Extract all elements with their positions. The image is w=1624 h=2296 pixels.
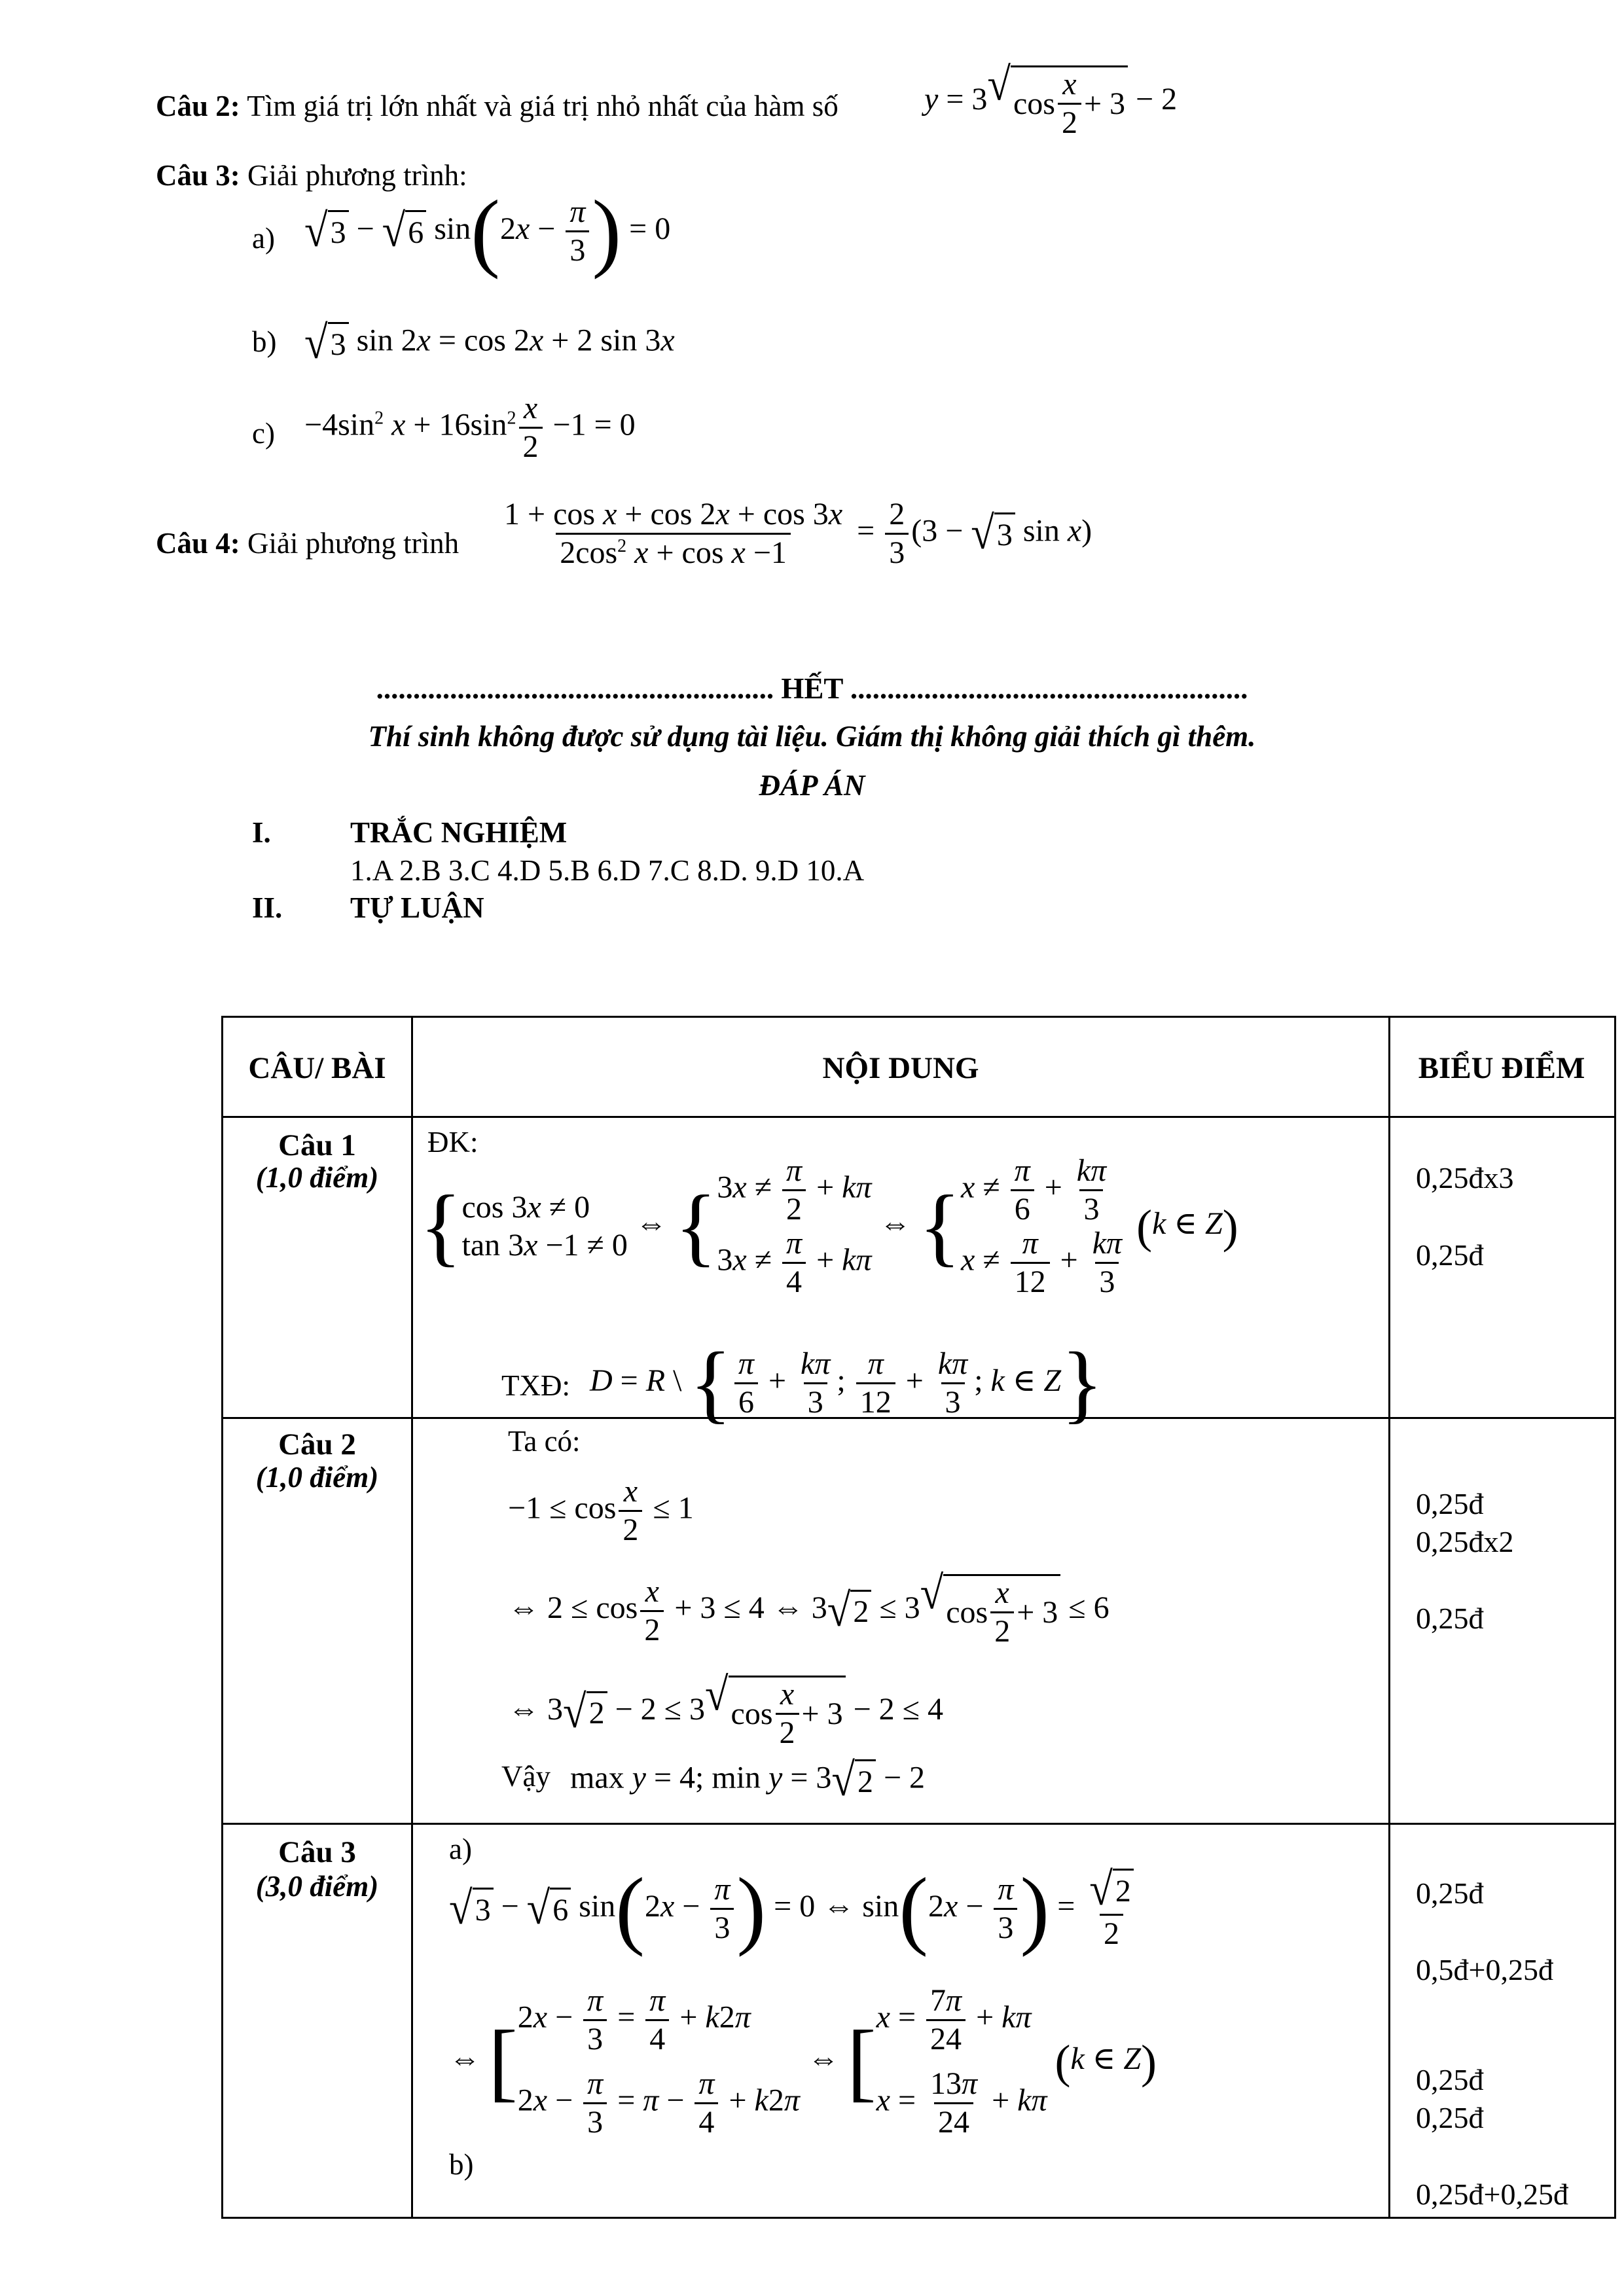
- section1-number: I.: [252, 816, 271, 849]
- row3-score-1: 0,25đ: [1416, 1876, 1484, 1910]
- header-question: CÂU/ BÀI: [248, 1051, 386, 1085]
- q3-label: Câu 3:: [156, 159, 240, 192]
- row3-points: (3,0 điểm): [255, 1870, 379, 1903]
- row1-score-2: 0,25đ: [1416, 1238, 1484, 1272]
- section2-number: II.: [252, 891, 283, 924]
- row2-score-2: 0,25đx2: [1416, 1525, 1514, 1558]
- q2-formula: y = 3 √ cos x 2 + 3 − 2: [924, 59, 1178, 140]
- row2-score-1: 0,25đ: [1416, 1487, 1484, 1520]
- row1-domain-formula: D = R \ { $\frac{\pi}{6}$ + $\frac{k\pi}{3}$ ; $\frac{\pi}{12}$ + $\frac{k\pi}{3}$ ; k ∈ Z}: [590, 1335, 1104, 1432]
- end-line: ...................................................... HẾT ......................................................: [376, 672, 1248, 705]
- row3-intro: a): [449, 1833, 472, 1865]
- row2-points: (1,0 điểm): [255, 1461, 379, 1494]
- q3b-label: b): [252, 325, 277, 358]
- section1-answers: 1.A 2.B 3.C 4.D 5.B 6.D 7.C 8.D. 9.D 10.A: [350, 854, 865, 887]
- section2-title: TỰ LUẬN: [350, 891, 484, 924]
- row1-intro: ĐK:: [427, 1126, 478, 1158]
- row3-step-1: √ 3 − √ 6 sin(2x − $\frac{\pi}{3}$ ) = 0 ⇔ sin(2x − $\frac{\pi}{3}$ ) = √ 2 2: [449, 1869, 1140, 1950]
- row2-step-1: −1 ≤ cos $\frac{x}{2}$ ≤ 1: [508, 1474, 694, 1547]
- q4-line: [156, 529, 459, 558]
- row3-step-2: ⇔ [ 2x − $\frac{\pi}{3}$ = $\frac{\pi}{4}$ + k2π 2x − $\frac{\pi}{3}$ = π − $\frac{\pi}{4}$ + k2π ⇔ [ x = $\frac{7\pi}{24}$ + kπ x = $\frac{13\pi}{24}$ + kπ (k ∈ Z): [449, 1983, 1157, 2140]
- q3c-formula: $-4\sin^2$ $x + 16\sin^2$ $\frac{x}{2}$ −1 = 0: [304, 391, 636, 464]
- row3-next: b): [449, 2148, 474, 2181]
- row2-conclusion-formula: max y = 4; min y = 3 √ 2 − 2: [570, 1754, 926, 1806]
- q3c-label: c): [252, 417, 275, 450]
- row3-score-4: 0,25đ: [1416, 2101, 1484, 2134]
- row3-score-3: 0,25đ: [1416, 2063, 1484, 2096]
- row2-title: Câu 2: [278, 1427, 356, 1462]
- row2-intro: Ta có:: [508, 1425, 581, 1458]
- q2-line: [156, 92, 839, 121]
- header-score: BIỂU ĐIỂM: [1418, 1051, 1585, 1085]
- q3a-label: a): [252, 222, 275, 255]
- header-content: NỘI DUNG: [822, 1051, 979, 1085]
- q4-text: Giải phương trình: [247, 527, 460, 560]
- row2-score-3: 0,25đ: [1416, 1602, 1484, 1635]
- row2-step-3: ⇔ 3 √ 2 − 2 ≤ 3 √ cos x 2 + 3 − 2 ≤ 4: [508, 1669, 944, 1750]
- row1-condition: { cos 3x ≠ 0 tan 3x −1 ≠ 0 ⇔ { 3x ≠ $\frac{\pi}{2}$ + kπ 3x ≠ $\frac{\pi}{4}$ + kπ ⇔ { x ≠ $\frac{\pi}{6}$ + $\frac{k\pi}{3}$ x ≠ $\frac{\pi}{12}$ + $\frac{k\pi}{3}$ (k ∈ Z): [420, 1153, 1238, 1299]
- row2-step-2: ⇔ 2 ≤ cos $\frac{x}{2}$ + 3 ≤ 4 ⇔ 3 √ 2 ≤ 3 √ cos x 2 + 3 ≤ 6: [508, 1568, 1110, 1649]
- answer-title: ĐÁP ÁN: [759, 769, 865, 802]
- row1-title: Câu 1: [278, 1128, 356, 1162]
- q4-label: Câu 4:: [156, 527, 240, 560]
- exam-notice: Thí sinh không được sử dụng tài liệu. Giám thị không giải thích gì thêm.: [368, 720, 1256, 753]
- q2-label: Câu 2:: [156, 90, 240, 122]
- row3-score-5: 0,25đ+0,25đ: [1416, 2178, 1568, 2211]
- q3-text: Giải phương trình:: [247, 159, 467, 192]
- row3-score-2: 0,5đ+0,25đ: [1416, 1953, 1553, 1986]
- row1-score-1: 0,25đx3: [1416, 1161, 1514, 1194]
- answer-table: [221, 1016, 1616, 2219]
- q3a-formula: √ 3 − √ 6 sin(2x − $\frac{\pi}{3}$ ) = 0: [304, 183, 671, 280]
- row3-title: Câu 3: [278, 1835, 356, 1869]
- row1-txd-label: TXĐ:: [501, 1369, 570, 1402]
- row2-conclusion-label: Vậy: [501, 1760, 550, 1793]
- q3b-formula: √ 3 sin 2x = cos 2x + 2 sin 3x: [304, 317, 675, 369]
- section1-title: TRẮC NGHIỆM: [350, 816, 568, 849]
- q2-text: Tìm giá trị lớn nhất và giá trị nhỏ nhất của hàm số: [247, 90, 839, 122]
- q3-line: [156, 161, 467, 190]
- q4-formula: $\frac{\text{1 + cos x + cos 2x + cos 3x}}{2\cos^2 x + \cos x -1}$ = $\frac{2}{3}$ (3 − √ 3 sin x): [504, 497, 1092, 570]
- row1-points: (1,0 điểm): [255, 1161, 379, 1194]
